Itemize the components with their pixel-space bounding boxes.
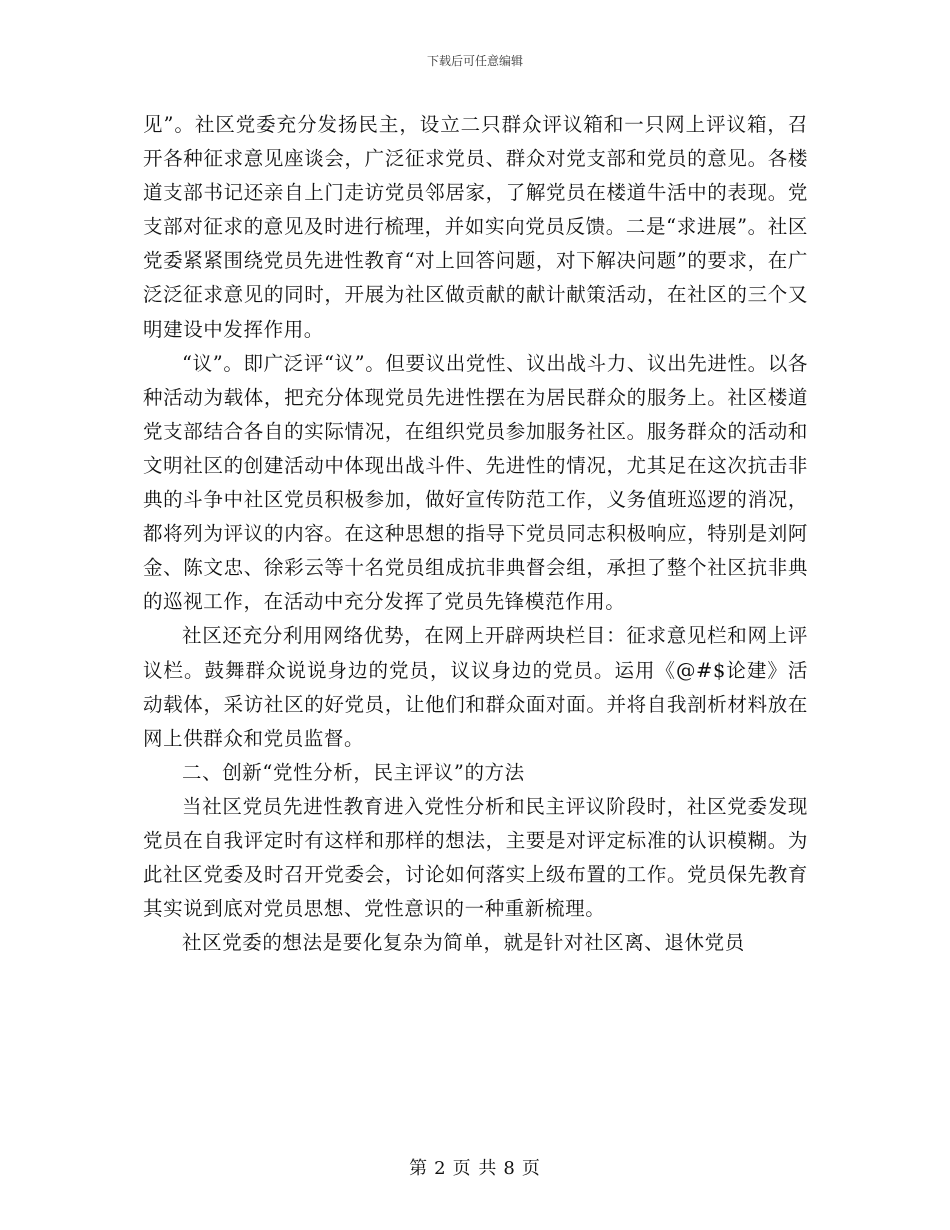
section-heading: 二、创新“党性分析，民主评议”的方法 bbox=[182, 760, 525, 784]
paragraph-network: 社区还充分利用网络优势，在网上开辟两块栏目：征求意见栏和网上评议栏。鼓舞群众说说身边的党员，议议身边的党员。运用《@#$论建》活动载体，采访社区的好党员，让他们和群众面对面。并将自我剖析材料放在网上供群众和党员监督。 bbox=[143, 624, 808, 750]
download-note: 下载后可任意编辑 bbox=[426, 54, 523, 68]
footer-prefix: 第 bbox=[409, 1158, 429, 1179]
total-page-number: 8 bbox=[503, 1158, 516, 1179]
paragraph-yi: “议”。即广泛评“议”。但要议出党性、议出战斗力、议出先进性。以各种活动为载体，把充分体现党员先进性摆在为居民群众的服务上。社区楼道党支部结合各自的实际情况，在组织党员参加服务社区。服务群众的活动和文明社区的创建活动中体现出战斗件、先进性的情况，尤其足在这次抗击非典的斗争中社区党员积极参加，做好宣传防范工作，义务值班巡逻的消况，都将列为评议的内容。在这种思想的指导下党员同志积极响应，特别是刘阿金、陈文忠、徐彩云等十名党员组成抗非典督会组，承担了整个社区抗非典的巡视工作，在活动中充分发挥了党员先锋模范作用。 bbox=[143, 351, 808, 614]
current-page-number: 2 bbox=[434, 1158, 447, 1179]
document-body bbox=[143, 108, 808, 960]
footer-middle: 页 共 bbox=[452, 1158, 498, 1179]
paragraph-analysis: 当社区党员先进性教育进入党性分析和民主评议阶段时，社区党委发现党员在自我评定时有这样和那样的想法，主要是对评定标准的认识模糊。为此社区党委及时召开党委会，讨论如何落实上级布置的工作。党员保先教育其实说到底对党员思想、党性意识的一种重新梳理。 bbox=[143, 794, 808, 921]
paragraph-simplify: 社区党委的想法是要化复杂为简单，就是针对社区离、退休党员 bbox=[182, 931, 745, 955]
page-footer bbox=[0, 1154, 950, 1180]
footer-suffix: 页 bbox=[521, 1158, 541, 1179]
paragraph-continuation: 见”。社区党委充分发扬民主，设立二只群众评议箱和一只网上评议箱，召开各种征求意见座谈会，广泛征求党员、群众对党支部和党员的意见。各楼道支部书记还亲自上门走访党员邻居家，了解党员在楼道牛活中的表现。党支部对征求的意见及时进行梳理，并如实向党员反馈。二是“求进展”。社区党委紧紧围绕党员先进性教育“对上回答问题，对下解决问题”的要求，在广泛泛征求意见的同时，开展为社区做贡献的献计献策活动，在社区的三个又明建设中发挥作用。 bbox=[143, 113, 808, 341]
